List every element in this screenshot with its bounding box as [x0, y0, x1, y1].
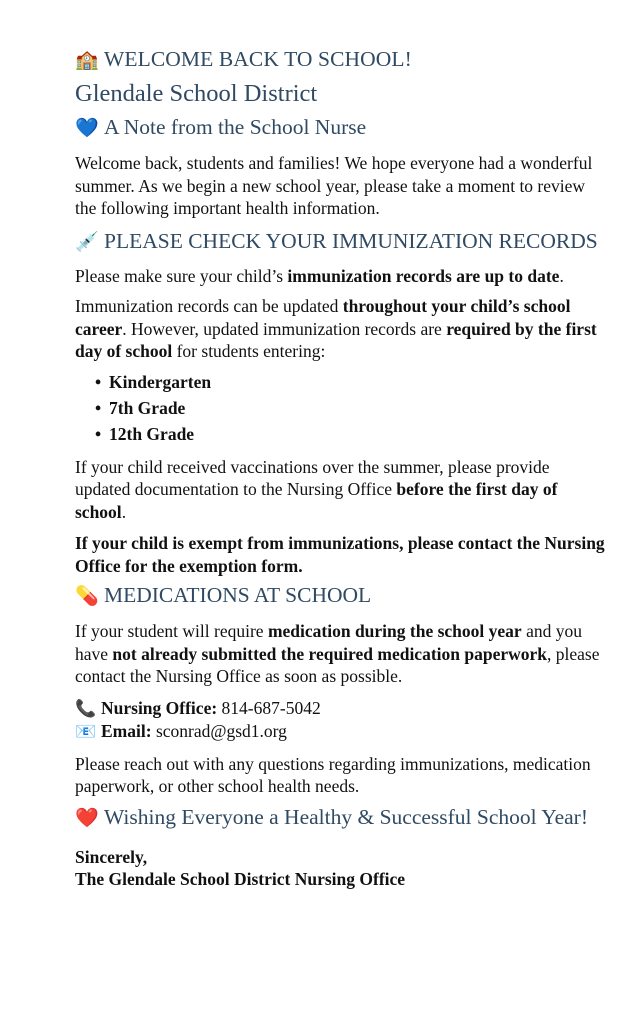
welcome-title: WELCOME BACK TO SCHOOL!: [104, 47, 412, 71]
immunization-heading: [75, 227, 608, 256]
intro-paragraph: Welcome back, students and families! We hope everyone had a wonderful summer. As we begin a new school year, please take a moment to review the following important health information.: [75, 153, 593, 218]
red-heart-icon: ❤️: [75, 806, 99, 829]
immunization-title: PLEASE CHECK YOUR IMMUNIZATION RECORDS: [104, 228, 598, 253]
nurse-note-title: A Note from the School Nurse: [104, 115, 367, 139]
email-icon: 📧: [75, 722, 97, 742]
list-item: • Kindergarten: [95, 371, 212, 392]
email-address[interactable]: sconrad@gsd1.org: [151, 721, 287, 741]
signature: The Glendale School District Nursing Office: [75, 869, 406, 889]
district-title: Glendale School District: [75, 80, 318, 107]
immunization-paragraph-1: Please make sure your child’s immunization records are up to date.: [75, 265, 564, 286]
blue-heart-icon: 💙: [75, 117, 99, 139]
signoff: Sincerely,: [75, 846, 148, 867]
grade-list: [75, 369, 608, 447]
medications-heading: [75, 581, 608, 610]
email-line: [75, 720, 608, 744]
pill-icon: 💊: [75, 585, 99, 607]
exemption-notice: If your child is exempt from immunizations, please contact the Nursing Office for the exemption form.: [75, 533, 605, 576]
school-icon: 🏫: [75, 49, 99, 71]
phone-line: [75, 697, 608, 721]
closing-title: Wishing Everyone a Healthy & Successful School Year!: [104, 804, 588, 829]
welcome-heading: [75, 44, 608, 75]
list-item: • 7th Grade: [95, 397, 186, 418]
phone-number[interactable]: 814-687-5042: [217, 697, 321, 718]
questions-paragraph: Please reach out with any questions regarding immunizations, medication paperwork, or other school health needs.: [75, 753, 591, 796]
list-item: • 12th Grade: [95, 423, 195, 444]
phone-icon: 📞: [75, 698, 97, 719]
immunization-paragraph-2: Immunization records can be updated throughout your child’s school career. However, updated immunization records are required by the first day of school for students entering:: [75, 296, 597, 361]
phone-label: Nursing Office:: [101, 697, 218, 718]
medications-title: MEDICATIONS AT SCHOOL: [104, 583, 372, 607]
syringe-icon: 💉: [75, 230, 99, 253]
closing-heading: [75, 804, 608, 832]
medications-paragraph: If your student will require medication during the school year and you have not already submitted the required medication paperwork, please contact the Nursing Office as soon as possible.: [75, 621, 600, 686]
immunization-paragraph-3: If your child received vaccinations over the summer, please provide updated documentation to the Nursing Office before the first day of school.: [75, 456, 558, 522]
nurse-note-heading: [75, 113, 608, 142]
email-label: Email:: [101, 721, 152, 741]
